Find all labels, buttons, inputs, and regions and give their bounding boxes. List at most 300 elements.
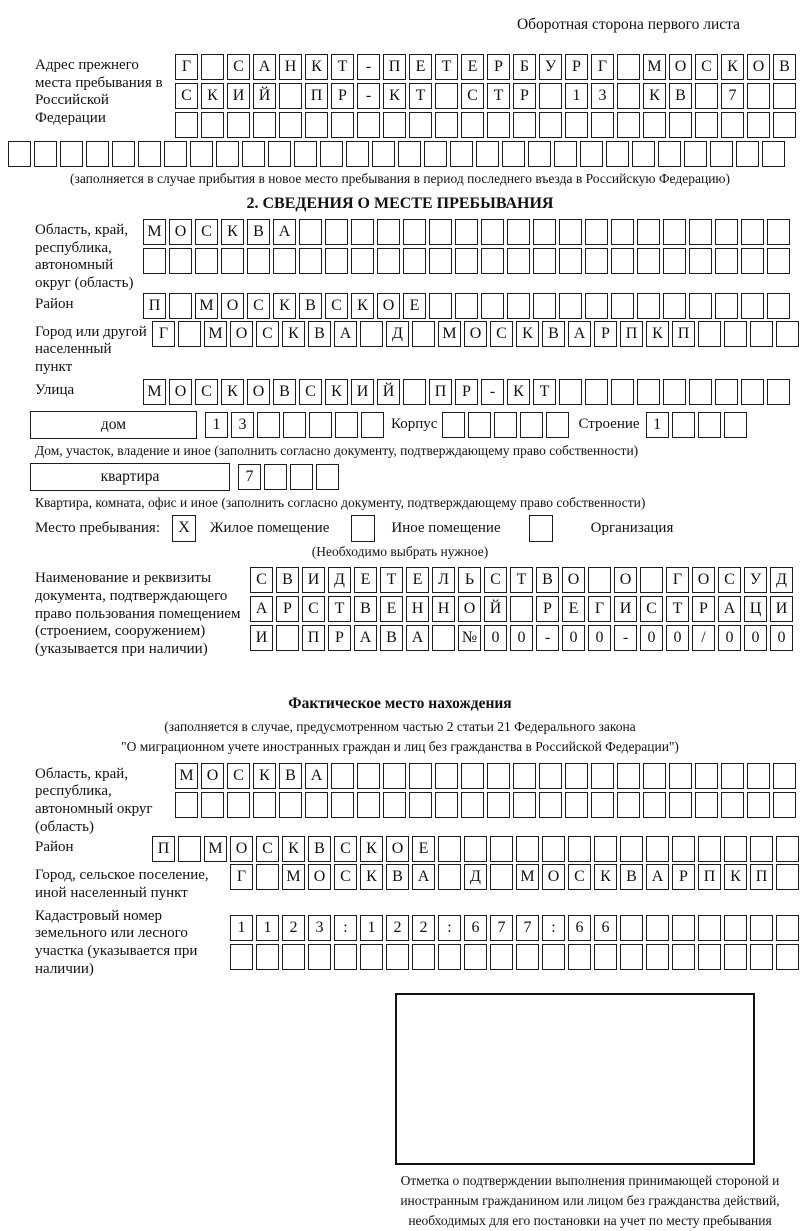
char-cell[interactable] [507, 219, 530, 245]
char-cell[interactable] [464, 836, 487, 862]
char-cell[interactable]: О [614, 567, 637, 593]
char-cell[interactable] [335, 412, 358, 438]
char-cell[interactable] [279, 112, 302, 138]
char-cell[interactable] [672, 915, 695, 941]
char-cell[interactable] [435, 763, 458, 789]
char-cell[interactable] [334, 944, 357, 970]
char-cell[interactable] [351, 248, 374, 274]
char-cell[interactable] [698, 915, 721, 941]
char-cell[interactable] [695, 792, 718, 818]
char-cell[interactable]: А [646, 864, 669, 890]
char-cell[interactable]: О [692, 567, 715, 593]
char-cell[interactable] [637, 293, 660, 319]
char-cell[interactable]: С [568, 864, 591, 890]
char-cell[interactable]: С [640, 596, 663, 622]
char-cell[interactable]: О [169, 219, 192, 245]
char-cell[interactable]: У [744, 567, 767, 593]
char-cell[interactable]: О [230, 836, 253, 862]
char-cell[interactable] [698, 321, 721, 347]
house-type-box[interactable]: дом [30, 411, 197, 439]
char-cell[interactable]: К [282, 836, 305, 862]
char-cell[interactable] [346, 141, 369, 167]
char-cell[interactable] [637, 248, 660, 274]
char-cell[interactable] [316, 464, 339, 490]
char-cell[interactable] [585, 293, 608, 319]
char-cell[interactable]: 0 [484, 625, 507, 651]
char-cell[interactable]: 7 [238, 464, 261, 490]
char-cell[interactable]: Р [536, 596, 559, 622]
char-cell[interactable] [542, 944, 565, 970]
char-cell[interactable]: О [669, 54, 692, 80]
char-cell[interactable] [438, 864, 461, 890]
char-cell[interactable]: Н [432, 596, 455, 622]
char-cell[interactable]: М [282, 864, 305, 890]
char-cell[interactable]: Т [328, 596, 351, 622]
char-cell[interactable]: Р [672, 864, 695, 890]
char-cell[interactable] [305, 792, 328, 818]
char-cell[interactable]: Р [455, 379, 478, 405]
char-cell[interactable]: О [247, 379, 270, 405]
char-cell[interactable]: 0 [640, 625, 663, 651]
char-cell[interactable] [533, 219, 556, 245]
char-cell[interactable] [554, 141, 577, 167]
char-cell[interactable] [698, 944, 721, 970]
char-cell[interactable] [568, 944, 591, 970]
char-cell[interactable] [435, 112, 458, 138]
char-cell[interactable] [409, 792, 432, 818]
char-cell[interactable]: К [221, 219, 244, 245]
char-cell[interactable] [455, 219, 478, 245]
char-cell[interactable]: В [276, 567, 299, 593]
char-cell[interactable]: № [458, 625, 481, 651]
char-cell[interactable] [377, 219, 400, 245]
char-cell[interactable]: Г [175, 54, 198, 80]
char-cell[interactable] [331, 792, 354, 818]
char-cell[interactable] [169, 293, 192, 319]
char-cell[interactable]: 2 [282, 915, 305, 941]
char-cell[interactable] [669, 763, 692, 789]
char-cell[interactable]: С [718, 567, 741, 593]
char-cell[interactable]: П [302, 625, 325, 651]
char-cell[interactable]: С [325, 293, 348, 319]
char-cell[interactable]: О [221, 293, 244, 319]
char-cell[interactable]: П [672, 321, 695, 347]
char-cell[interactable] [637, 219, 660, 245]
char-cell[interactable]: А [253, 54, 276, 80]
char-cell[interactable]: / [692, 625, 715, 651]
char-cell[interactable]: О [464, 321, 487, 347]
char-cell[interactable]: И [614, 596, 637, 622]
char-cell[interactable] [773, 112, 796, 138]
char-cell[interactable]: С [484, 567, 507, 593]
char-cell[interactable]: И [302, 567, 325, 593]
char-cell[interactable]: Г [666, 567, 689, 593]
char-cell[interactable]: Р [513, 83, 536, 109]
char-cell[interactable] [357, 112, 380, 138]
char-cell[interactable]: 3 [231, 412, 254, 438]
char-cell[interactable]: 0 [588, 625, 611, 651]
char-cell[interactable]: М [143, 219, 166, 245]
char-cell[interactable] [747, 83, 770, 109]
char-cell[interactable]: Р [328, 625, 351, 651]
char-cell[interactable] [361, 412, 384, 438]
char-cell[interactable] [542, 836, 565, 862]
char-cell[interactable]: Р [692, 596, 715, 622]
char-cell[interactable]: С [250, 567, 273, 593]
char-cell[interactable]: С [490, 321, 513, 347]
char-cell[interactable]: 3 [308, 915, 331, 941]
char-cell[interactable] [438, 836, 461, 862]
char-cell[interactable]: А [305, 763, 328, 789]
char-cell[interactable] [689, 248, 712, 274]
char-cell[interactable] [776, 321, 799, 347]
char-cell[interactable]: П [698, 864, 721, 890]
char-cell[interactable]: О [747, 54, 770, 80]
char-cell[interactable] [253, 792, 276, 818]
char-cell[interactable] [279, 83, 302, 109]
char-cell[interactable] [481, 293, 504, 319]
char-cell[interactable] [533, 293, 556, 319]
char-cell[interactable] [507, 248, 530, 274]
char-cell[interactable]: 2 [386, 915, 409, 941]
char-cell[interactable] [351, 219, 374, 245]
char-cell[interactable] [513, 792, 536, 818]
char-cell[interactable] [273, 248, 296, 274]
char-cell[interactable] [588, 567, 611, 593]
char-cell[interactable] [242, 141, 265, 167]
char-cell[interactable]: С [256, 321, 279, 347]
char-cell[interactable] [490, 864, 513, 890]
char-cell[interactable] [487, 792, 510, 818]
char-cell[interactable] [591, 792, 614, 818]
char-cell[interactable]: К [305, 54, 328, 80]
char-cell[interactable] [8, 141, 31, 167]
char-cell[interactable]: А [354, 625, 377, 651]
char-cell[interactable] [695, 763, 718, 789]
char-cell[interactable] [646, 915, 669, 941]
char-cell[interactable]: П [152, 836, 175, 862]
char-cell[interactable] [435, 792, 458, 818]
char-cell[interactable] [143, 248, 166, 274]
char-cell[interactable] [617, 792, 640, 818]
char-cell[interactable]: 6 [568, 915, 591, 941]
char-cell[interactable] [230, 944, 253, 970]
char-cell[interactable]: 0 [770, 625, 793, 651]
char-cell[interactable]: В [542, 321, 565, 347]
char-cell[interactable]: - [357, 54, 380, 80]
char-cell[interactable] [689, 219, 712, 245]
char-cell[interactable] [617, 112, 640, 138]
char-cell[interactable] [736, 141, 759, 167]
char-cell[interactable]: 0 [562, 625, 585, 651]
char-cell[interactable] [611, 248, 634, 274]
char-cell[interactable]: К [516, 321, 539, 347]
char-cell[interactable] [138, 141, 161, 167]
char-cell[interactable] [490, 836, 513, 862]
char-cell[interactable]: Д [770, 567, 793, 593]
char-cell[interactable] [724, 412, 747, 438]
char-cell[interactable]: Е [403, 293, 426, 319]
char-cell[interactable]: Т [666, 596, 689, 622]
char-cell[interactable] [750, 944, 773, 970]
char-cell[interactable] [357, 792, 380, 818]
char-cell[interactable]: О [169, 379, 192, 405]
char-cell[interactable]: К [360, 836, 383, 862]
char-cell[interactable]: 1 [205, 412, 228, 438]
char-cell[interactable]: К [724, 864, 747, 890]
char-cell[interactable]: - [357, 83, 380, 109]
char-cell[interactable] [481, 248, 504, 274]
char-cell[interactable] [502, 141, 525, 167]
char-cell[interactable] [594, 836, 617, 862]
char-cell[interactable]: - [481, 379, 504, 405]
char-cell[interactable] [663, 219, 686, 245]
char-cell[interactable]: П [383, 54, 406, 80]
char-cell[interactable]: Е [412, 836, 435, 862]
char-cell[interactable] [684, 141, 707, 167]
char-cell[interactable]: Л [432, 567, 455, 593]
char-cell[interactable] [256, 944, 279, 970]
char-cell[interactable]: В [273, 379, 296, 405]
char-cell[interactable]: Е [409, 54, 432, 80]
checkbox-other-premises[interactable] [351, 515, 375, 542]
char-cell[interactable] [539, 112, 562, 138]
char-cell[interactable]: Р [565, 54, 588, 80]
char-cell[interactable]: П [429, 379, 452, 405]
char-cell[interactable] [331, 112, 354, 138]
char-cell[interactable]: К [646, 321, 669, 347]
char-cell[interactable] [455, 248, 478, 274]
char-cell[interactable]: Т [409, 83, 432, 109]
char-cell[interactable] [750, 836, 773, 862]
char-cell[interactable] [663, 248, 686, 274]
char-cell[interactable] [637, 379, 660, 405]
char-cell[interactable] [658, 141, 681, 167]
char-cell[interactable]: М [204, 836, 227, 862]
char-cell[interactable]: Й [253, 83, 276, 109]
char-cell[interactable] [724, 836, 747, 862]
char-cell[interactable] [60, 141, 83, 167]
char-cell[interactable] [585, 248, 608, 274]
char-cell[interactable]: О [230, 321, 253, 347]
char-cell[interactable]: Г [591, 54, 614, 80]
checkbox-organization[interactable] [529, 515, 553, 542]
char-cell[interactable] [253, 112, 276, 138]
char-cell[interactable] [468, 412, 491, 438]
char-cell[interactable] [429, 248, 452, 274]
char-cell[interactable]: С [256, 836, 279, 862]
char-cell[interactable]: 3 [591, 83, 614, 109]
char-cell[interactable]: Ь [458, 567, 481, 593]
char-cell[interactable]: К [383, 83, 406, 109]
char-cell[interactable]: В [773, 54, 796, 80]
char-cell[interactable] [372, 141, 395, 167]
char-cell[interactable] [386, 944, 409, 970]
char-cell[interactable]: И [227, 83, 250, 109]
char-cell[interactable]: У [539, 54, 562, 80]
char-cell[interactable] [606, 141, 629, 167]
char-cell[interactable] [429, 219, 452, 245]
char-cell[interactable] [195, 248, 218, 274]
char-cell[interactable]: В [620, 864, 643, 890]
char-cell[interactable]: И [770, 596, 793, 622]
char-cell[interactable] [611, 293, 634, 319]
char-cell[interactable]: Д [328, 567, 351, 593]
char-cell[interactable] [747, 112, 770, 138]
char-cell[interactable] [741, 248, 764, 274]
char-cell[interactable]: С [175, 83, 198, 109]
char-cell[interactable] [617, 54, 640, 80]
char-cell[interactable] [305, 112, 328, 138]
char-cell[interactable] [715, 293, 738, 319]
char-cell[interactable]: В [299, 293, 322, 319]
char-cell[interactable] [698, 836, 721, 862]
char-cell[interactable]: 1 [230, 915, 253, 941]
char-cell[interactable] [432, 625, 455, 651]
char-cell[interactable] [533, 248, 556, 274]
char-cell[interactable] [487, 112, 510, 138]
char-cell[interactable] [383, 112, 406, 138]
char-cell[interactable] [282, 944, 305, 970]
char-cell[interactable]: А [568, 321, 591, 347]
char-cell[interactable] [591, 112, 614, 138]
char-cell[interactable] [724, 321, 747, 347]
char-cell[interactable] [776, 944, 799, 970]
char-cell[interactable] [565, 763, 588, 789]
char-cell[interactable]: Г [588, 596, 611, 622]
char-cell[interactable]: Е [354, 567, 377, 593]
char-cell[interactable] [510, 596, 533, 622]
char-cell[interactable] [513, 112, 536, 138]
char-cell[interactable]: В [279, 763, 302, 789]
char-cell[interactable] [325, 248, 348, 274]
char-cell[interactable]: И [351, 379, 374, 405]
char-cell[interactable] [646, 836, 669, 862]
char-cell[interactable] [256, 864, 279, 890]
char-cell[interactable] [776, 864, 799, 890]
char-cell[interactable] [383, 763, 406, 789]
char-cell[interactable] [424, 141, 447, 167]
char-cell[interactable]: Т [435, 54, 458, 80]
char-cell[interactable]: 1 [256, 915, 279, 941]
char-cell[interactable] [429, 293, 452, 319]
char-cell[interactable]: Т [331, 54, 354, 80]
char-cell[interactable] [377, 248, 400, 274]
char-cell[interactable]: К [221, 379, 244, 405]
char-cell[interactable]: К [643, 83, 666, 109]
char-cell[interactable]: В [669, 83, 692, 109]
char-cell[interactable] [481, 219, 504, 245]
char-cell[interactable] [741, 219, 764, 245]
char-cell[interactable] [34, 141, 57, 167]
char-cell[interactable]: А [334, 321, 357, 347]
char-cell[interactable]: : [438, 915, 461, 941]
char-cell[interactable]: Г [230, 864, 253, 890]
char-cell[interactable]: К [282, 321, 305, 347]
char-cell[interactable]: В [247, 219, 270, 245]
char-cell[interactable]: М [438, 321, 461, 347]
char-cell[interactable]: Е [380, 596, 403, 622]
char-cell[interactable] [283, 412, 306, 438]
char-cell[interactable] [710, 141, 733, 167]
char-cell[interactable]: В [386, 864, 409, 890]
char-cell[interactable] [715, 248, 738, 274]
char-cell[interactable]: О [542, 864, 565, 890]
char-cell[interactable]: Е [406, 567, 429, 593]
char-cell[interactable] [513, 763, 536, 789]
char-cell[interactable] [672, 412, 695, 438]
char-cell[interactable] [585, 379, 608, 405]
char-cell[interactable]: С [461, 83, 484, 109]
char-cell[interactable]: С [227, 54, 250, 80]
char-cell[interactable] [724, 944, 747, 970]
char-cell[interactable]: : [542, 915, 565, 941]
char-cell[interactable] [565, 112, 588, 138]
char-cell[interactable] [721, 112, 744, 138]
char-cell[interactable] [247, 248, 270, 274]
char-cell[interactable] [476, 141, 499, 167]
char-cell[interactable] [409, 763, 432, 789]
char-cell[interactable]: Д [386, 321, 409, 347]
char-cell[interactable] [611, 219, 634, 245]
char-cell[interactable]: С [299, 379, 322, 405]
char-cell[interactable] [403, 219, 426, 245]
char-cell[interactable] [221, 248, 244, 274]
char-cell[interactable]: С [247, 293, 270, 319]
char-cell[interactable]: М [175, 763, 198, 789]
char-cell[interactable]: О [562, 567, 585, 593]
char-cell[interactable]: 6 [464, 915, 487, 941]
char-cell[interactable] [299, 248, 322, 274]
char-cell[interactable] [539, 763, 562, 789]
char-cell[interactable]: О [201, 763, 224, 789]
char-cell[interactable]: Р [276, 596, 299, 622]
char-cell[interactable]: Е [461, 54, 484, 80]
char-cell[interactable] [643, 112, 666, 138]
char-cell[interactable]: В [536, 567, 559, 593]
char-cell[interactable]: С [334, 864, 357, 890]
char-cell[interactable]: М [195, 293, 218, 319]
char-cell[interactable]: Б [513, 54, 536, 80]
char-cell[interactable] [516, 944, 539, 970]
char-cell[interactable]: Ц [744, 596, 767, 622]
char-cell[interactable]: Р [594, 321, 617, 347]
char-cell[interactable]: 7 [490, 915, 513, 941]
char-cell[interactable] [565, 792, 588, 818]
char-cell[interactable]: С [227, 763, 250, 789]
char-cell[interactable]: А [718, 596, 741, 622]
char-cell[interactable]: Р [487, 54, 510, 80]
char-cell[interactable] [643, 763, 666, 789]
char-cell[interactable] [216, 141, 239, 167]
char-cell[interactable] [403, 248, 426, 274]
char-cell[interactable]: К [594, 864, 617, 890]
char-cell[interactable] [594, 944, 617, 970]
char-cell[interactable]: П [750, 864, 773, 890]
char-cell[interactable] [86, 141, 109, 167]
char-cell[interactable] [750, 321, 773, 347]
char-cell[interactable] [360, 944, 383, 970]
char-cell[interactable]: О [386, 836, 409, 862]
char-cell[interactable] [227, 112, 250, 138]
char-cell[interactable] [308, 944, 331, 970]
char-cell[interactable]: К [360, 864, 383, 890]
char-cell[interactable] [264, 464, 287, 490]
char-cell[interactable] [403, 379, 426, 405]
char-cell[interactable]: С [334, 836, 357, 862]
char-cell[interactable]: П [143, 293, 166, 319]
char-cell[interactable] [620, 915, 643, 941]
